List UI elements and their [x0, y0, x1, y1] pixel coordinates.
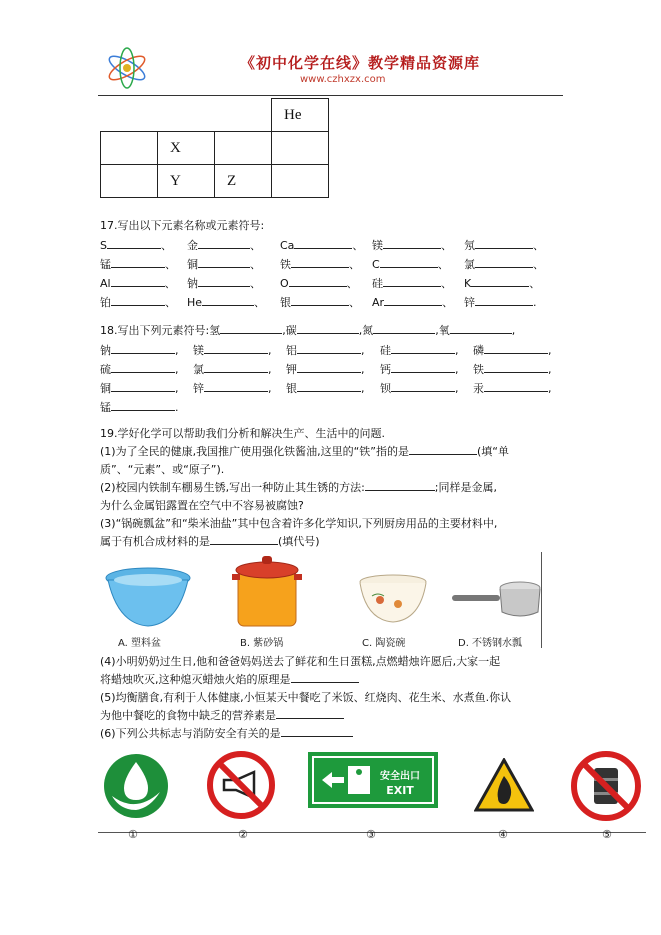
q17-label: 镁	[372, 239, 383, 252]
blank-field[interactable]	[111, 274, 165, 287]
blank-field[interactable]	[111, 379, 175, 392]
blank-field[interactable]	[471, 274, 529, 287]
q18-title-line: 18.写出下列元素符号:氢 ,碳 ,氮 ,氧 ,	[100, 321, 515, 341]
q17-label: 锌	[464, 296, 475, 309]
blank-field[interactable]	[384, 293, 442, 306]
q17-cell: K 、	[464, 274, 540, 294]
blank-field[interactable]	[409, 442, 477, 455]
blank-field[interactable]	[297, 379, 361, 392]
blank-field[interactable]	[111, 341, 175, 354]
blank-field[interactable]	[291, 255, 349, 268]
q18-cell: 铁 ,	[473, 360, 552, 380]
q18-label: 铜	[100, 382, 111, 395]
q18-cell: 铝 ,	[286, 341, 365, 361]
q17-cell: Ca 、	[280, 236, 363, 256]
blank-field[interactable]	[198, 274, 250, 287]
table-cell	[101, 165, 158, 198]
item-caption-a: A. 塑料盆	[118, 638, 162, 649]
table-cell	[272, 132, 329, 165]
blank-field[interactable]	[450, 321, 512, 334]
q17-cell: 锌 .	[464, 293, 537, 313]
q18-label: 汞	[473, 382, 484, 395]
q18-label: 钙	[380, 363, 391, 376]
blank-field[interactable]	[383, 236, 441, 249]
q19-p3-line2	[100, 532, 320, 552]
sign-num-1: ①	[128, 828, 138, 841]
q19-p4a: (4)小明奶奶过生日,他和爸爸妈妈送去了鲜花和生日蛋糕,点燃蜡烛许愿后,大家一起	[100, 655, 501, 668]
q19-p4-line2	[100, 670, 359, 690]
q17-cell: 镁 、	[372, 236, 452, 256]
blank-field[interactable]	[484, 341, 548, 354]
q18-label: 氮	[362, 324, 374, 337]
q19-p5a: (5)均衡膳食,有利于人体健康,小恒某天中餐吃了米饭、红烧肉、花生米、水煮鱼.你认	[100, 691, 512, 704]
q19-p6-text: (6)下列公共标志与消防安全有关的是	[100, 727, 281, 740]
q17-label: Al	[100, 277, 111, 290]
q18-cell: 钠 ,	[100, 341, 179, 361]
q19-p2-text: (2)校园内铁制车棚易生锈,写出一种防止其生锈的方法:	[100, 481, 365, 494]
q18-label: 磷	[473, 344, 484, 357]
q18-cell: 铜 ,	[100, 379, 179, 399]
table-cell	[101, 99, 158, 132]
q18-cell: 锌 ,	[193, 379, 272, 399]
q17-label: He	[187, 296, 203, 309]
blank-field[interactable]	[198, 236, 250, 249]
q17-label: S	[100, 239, 107, 252]
q19-p1-text2: (填“单	[476, 445, 509, 458]
item-caption-d: D. 不锈钢水瓢	[458, 638, 523, 649]
q18-cell: 钙 ,	[380, 360, 459, 380]
q17-label: 金	[187, 239, 198, 252]
q17-cell: 硅 、	[372, 274, 452, 294]
item-caption-c: C. 陶瓷碗	[362, 638, 406, 649]
blank-field[interactable]	[204, 341, 268, 354]
blank-field[interactable]	[111, 293, 165, 306]
q17-cell: 铂 、	[100, 293, 176, 313]
q17-cell: C 、	[372, 255, 449, 275]
q17-cell: O 、	[280, 274, 358, 294]
blank-field[interactable]	[383, 274, 441, 287]
signs-figure	[98, 746, 646, 846]
q17-label: O	[280, 277, 289, 290]
q17-cell: 钠 、	[187, 274, 261, 294]
blank-field[interactable]	[365, 478, 435, 491]
q19-p1-line1	[100, 442, 509, 462]
q19-p5-text: 为他中餐吃的食物中缺乏的营养素是	[100, 709, 276, 722]
q19-p4-text: 将蜡烛吹灭,这种熄灭蜡烛火焰的原理是	[100, 673, 291, 686]
q19-p2-text2: ;同样是金属,	[434, 481, 497, 494]
table-cell-x: X	[158, 132, 215, 165]
blank-field[interactable]	[380, 255, 438, 268]
q17-label: 铁	[280, 258, 291, 271]
q18-cell: 硅 ,	[380, 341, 459, 361]
blank-field[interactable]	[475, 236, 533, 249]
sign-num-3: ③	[366, 828, 376, 841]
q17-label: C	[372, 258, 380, 271]
q17-cell: Ar 、	[372, 293, 453, 313]
q17-label: 硅	[372, 277, 383, 290]
q19-p5-line2	[100, 706, 344, 726]
blank-field[interactable]	[111, 255, 165, 268]
q17-title: 17.写出以下元素名称或元素符号:	[100, 219, 265, 232]
q17-cell: He 、	[187, 293, 265, 313]
table-cell	[101, 132, 158, 165]
q19-p6-line	[100, 724, 353, 744]
plastic-basin-icon	[104, 566, 192, 630]
blank-field[interactable]	[198, 255, 250, 268]
q18-label: 氧	[438, 324, 450, 337]
table-cell-he: He	[272, 99, 329, 132]
q18-label: 钠	[100, 344, 111, 357]
blank-field[interactable]	[484, 360, 548, 373]
q17-cell: 氖 、	[464, 236, 544, 256]
kitchen-items-figure	[100, 552, 545, 650]
no-flammable-barrel-icon	[570, 750, 642, 822]
blank-field[interactable]	[391, 341, 455, 354]
q17-label: 氯	[464, 258, 475, 271]
no-horn-sign-icon	[206, 750, 276, 820]
banner-url: www.czhxzx.com	[300, 74, 386, 85]
blank-field[interactable]	[289, 274, 347, 287]
q17-cell: 铁 、	[280, 255, 360, 275]
q18-label: 氯	[193, 363, 204, 376]
q19-title: 19.学好化学可以帮助我们分析和解决生产、生活中的问题.	[100, 427, 385, 440]
water-saving-icon	[102, 752, 170, 820]
q17-cell: 氯 、	[464, 255, 544, 275]
blank-field[interactable]	[107, 236, 161, 249]
q18-cell: 汞 ,	[473, 379, 552, 399]
table-cell	[215, 99, 272, 132]
table-cell	[272, 165, 329, 198]
sign-num-4: ④	[498, 828, 508, 841]
q18-label: 氢	[209, 324, 221, 337]
q18-label: 硫	[100, 363, 111, 376]
q18-label: 锰	[100, 401, 111, 414]
q19-p2c: 为什么金属铝露置在空气中不容易被腐蚀?	[100, 499, 304, 512]
periodic-table-fragment	[100, 98, 329, 198]
blank-field[interactable]	[297, 360, 361, 373]
q19-p2-line1	[100, 478, 497, 498]
blank-field[interactable]	[210, 532, 278, 545]
blank-field[interactable]	[294, 236, 352, 249]
q17-label: K	[464, 277, 472, 290]
table-cell-y: Y	[158, 165, 215, 198]
q18-label: 镁	[193, 344, 204, 357]
exit-sign-en: EXIT	[386, 784, 414, 797]
q17-label: 钠	[187, 277, 198, 290]
q17-label: Ca	[280, 239, 295, 252]
q18-label: 钡	[380, 382, 391, 395]
q17-label: 锰	[100, 258, 111, 271]
q18-cell: 硫 ,	[100, 360, 179, 380]
steel-ladle-icon	[452, 578, 542, 622]
blank-field[interactable]	[391, 360, 455, 373]
clay-pot-icon	[232, 554, 302, 630]
q19-p3a: (3)“锅碗瓢盆”和“柴米油盐”其中包含着许多化学知识,下列厨房用品的主要材料中,	[100, 517, 498, 530]
q17-cell: S 、	[100, 236, 172, 256]
blank-field[interactable]	[475, 293, 533, 306]
blank-field[interactable]	[204, 360, 268, 373]
q17-label: 氖	[464, 239, 475, 252]
sign-num-5: ⑤	[602, 828, 612, 841]
item-caption-b: B. 紫砂锅	[240, 638, 284, 649]
q18-cell: 磷 ,	[473, 341, 552, 361]
q17-cell: 锰 、	[100, 255, 176, 275]
blank-field[interactable]	[291, 293, 349, 306]
blank-field[interactable]	[297, 341, 361, 354]
blank-field[interactable]	[484, 379, 548, 392]
blank-field[interactable]	[391, 379, 455, 392]
q18-cell: 钾 ,	[286, 360, 365, 380]
q19-p1-text: (1)为了全民的健康,我国推广使用强化铁酱油,这里的“铁”指的是	[100, 445, 409, 458]
flammable-warning-icon	[474, 758, 534, 814]
blank-field[interactable]	[281, 724, 353, 737]
sign-num-2: ②	[238, 828, 248, 841]
q18-cell: 镁 ,	[193, 341, 272, 361]
blank-field[interactable]	[297, 321, 359, 334]
q18-label: 锌	[193, 382, 204, 395]
q17-cell: 银 、	[280, 293, 360, 313]
q18-cell: 钡 ,	[380, 379, 459, 399]
q18-label: 铝	[286, 344, 297, 357]
blank-field[interactable]	[291, 670, 359, 683]
q18-label: 铁	[473, 363, 484, 376]
q19-p3-text2: (填代号)	[278, 535, 320, 548]
q18-label: 银	[286, 382, 297, 395]
header-divider	[98, 95, 563, 96]
exit-sign-icon	[308, 752, 438, 808]
atom-logo-icon	[102, 44, 152, 92]
blank-field[interactable]	[111, 360, 175, 373]
q18-label: 钾	[286, 363, 297, 376]
q17-label: 铜	[187, 258, 198, 271]
blank-field[interactable]	[276, 706, 344, 719]
q17-label: Ar	[372, 296, 385, 309]
blank-field[interactable]	[202, 293, 254, 306]
q18-title: 18.写出下列元素符号:	[100, 324, 210, 337]
table-cell-z: Z	[215, 165, 272, 198]
blank-field[interactable]	[475, 255, 533, 268]
q17-label: 铂	[100, 296, 111, 309]
q17-cell: Al 、	[100, 274, 176, 294]
blank-field[interactable]	[111, 398, 175, 411]
q18-cell: 氯 ,	[193, 360, 272, 380]
table-cell	[215, 132, 272, 165]
q17-label: 银	[280, 296, 291, 309]
q18-label: 硅	[380, 344, 391, 357]
blank-field[interactable]	[204, 379, 268, 392]
blank-field[interactable]	[220, 321, 282, 334]
table-cell	[158, 99, 215, 132]
q18-label: 碳	[285, 324, 297, 337]
ceramic-bowl-icon	[358, 574, 428, 626]
blank-field[interactable]	[373, 321, 435, 334]
q17-cell: 金 、	[187, 236, 261, 256]
q17-cell: 铜 、	[187, 255, 261, 275]
q19-p3-text: 属于有机合成材料的是	[100, 535, 210, 548]
q19-p1c: 质”、“元素”、或“原子”).	[100, 463, 225, 476]
exit-sign-text: 安全出口	[380, 771, 420, 782]
banner-title: 《初中化学在线》教学精品资源库	[239, 54, 480, 72]
q18-cell: 银 ,	[286, 379, 365, 399]
q18-cell: 锰 .	[100, 398, 179, 418]
